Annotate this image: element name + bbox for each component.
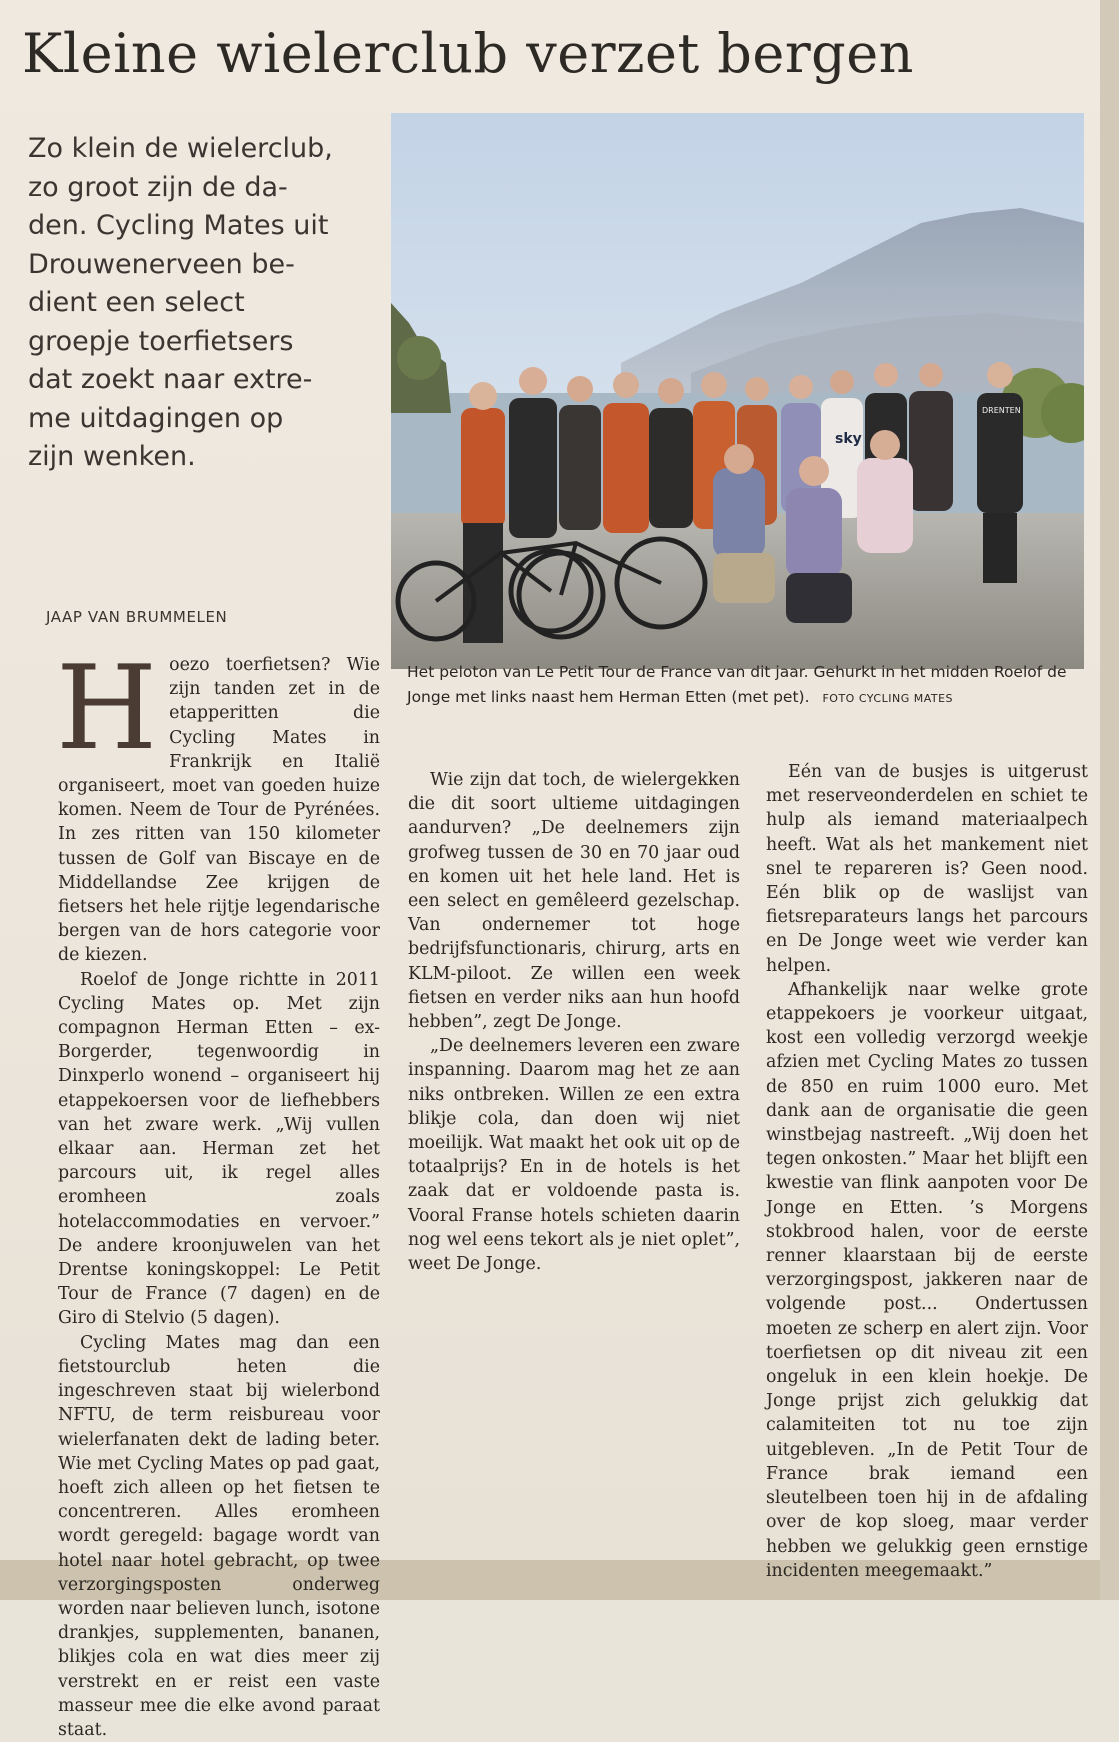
article-paragraph: Wie zijn dat toch, de wielergekken die dit soort ultieme uitdagingen aandurven? „De deelnemers zijn grofweg tussen de 30 en 70 jaar oud en komen uit het hele land. Het is een select en gemêleerd gezelschap. Van ondernemer tot hoge bedrijfsfunctionaris, chirurg, arts en KLM-piloot. Ze willen een week fietsen en verder niks aan hun hoofd hebben”, zegt De Jonge. (408, 770, 740, 1033)
article-column-3 (766, 760, 1088, 1583)
lead-line: zijn wenken. (28, 441, 196, 472)
lead-paragraph (28, 130, 378, 477)
lead-line: zo groot zijn de da- (28, 171, 288, 203)
lead-line: Drouwenerveen be- (28, 248, 295, 280)
article-column-1 (56, 641, 380, 1742)
article-paragraph: Afhankelijk naar welke grote etappekoers je voorkeur uitgaat, kost een volledig verzorgd weekje afzien met Cycling Mates zo tussen de 850 en ruim 1000 euro. Met dank aan de organisatie die geen winstbejag nastreeft. „Wij doen het tegen onkosten.” Maar het blijft een kwestie van flink aanpoten voor De Jonge en Etten. ’s Morgens stokbrood halen, voor de eerste renner klaarstaan bij de eerste verzorgingspost, jakkeren naar de volgende post... Ondertussen moeten ze scherp en alert zijn. Voor toerfietsen op dit niveau zit een ongeluk in een klein hoekje. De Jonge prijst zich gelukkig dat calamiteiten tot nu toe zijn uitgebleven. „In de Petit Tour de France brak iemand een sleutelbeen toen hij in de afdaling over de kop sloeg, maar verder hebben we gelukkig geen ernstige incidenten meegemaakt.” (766, 979, 1088, 1581)
article-paragraph: Hoezo toerfietsen? Wie zijn tanden zet in de etapperitten die Cycling Mates in Frankrijk en Italië organiseert, moet van goeden huize komen. Neem de Tour de Pyrénées. In zes ritten van 150 kilometer tussen de Golf van Biscaye en de Middellandse Zee krijgen de fietsers het hele rijtje legendarische bergen van de hors categorie voor de kiezen. (56, 641, 380, 966)
lead-line: dient een select (28, 287, 245, 318)
caption-text: Het peloton van Le Petit Tour de France van dit jaar. Gehurkt in het midden Roelof de Jonge met links naast hem Herman Etten (met pet). (407, 663, 1067, 706)
sky-jersey-text: sky (835, 431, 862, 447)
page-edge (1100, 0, 1119, 1600)
lead-line: den. Cycling Mates uit (28, 210, 329, 241)
cyclists-photo-illustration (391, 113, 1084, 669)
lead-line: dat zoekt naar extre- (28, 364, 313, 395)
drenten-jersey-text: DRENTEN (982, 406, 1021, 415)
photo-credit: FOTO CYCLING MATES (822, 692, 954, 705)
article-column-2 (408, 768, 740, 1276)
group-photo (391, 113, 1084, 669)
byline: JAAP VAN BRUMMELEN (46, 608, 228, 626)
lead-line: groepje toerfietsers (28, 325, 294, 357)
lead-line: Zo klein de wielerclub, (28, 133, 333, 164)
drop-cap: H (56, 641, 158, 776)
article-paragraph: Roelof de Jonge richtte in 2011 Cycling Mates op. Met zijn compagnon Herman Etten – ex-Borgerder, tegenwoordig in Dinxperlo wonend – organiseert hij etappekoersen voor de liefhebbers van het zware werk. „Wij vullen elkaar aan. Herman zet het parcours uit, ik regel alles eromheen zoals hotelaccommodaties en vervoer.” De andere kroonjuwelen van het Drentse koningskoppel: Le Petit Tour de France (7 dagen) en de Giro di Stelvio (5 dagen). (58, 969, 380, 1329)
headline: Kleine wielerclub verzet bergen (22, 22, 914, 85)
article-paragraph: „De deelnemers leveren een zware inspanning. Daarom mag het ze aan niks ontbreken. Willen ze een extra blikje cola, dan doen wij niet moeilijk. Wat maakt het ook uit op de totaalprijs? En in de hotels is het zaak dat er voldoende pasta is. Vooral Franse hotels schieten daarin nog wel eens tekort als je niet oplet”, weet De Jonge. (408, 1036, 740, 1275)
article-paragraph: Cycling Mates mag dan een fietstourclub heten die ingeschreven staat bij wielerbond NFTU, de term reisbureau voor wielerfanaten dekt de lading beter. Wie met Cycling Mates op pad gaat, hoeft zich alleen op het fietsen te concentreren. Alles eromheen wordt geregeld: bagage wordt van hotel naar hotel gebracht, op twee verzorgingsposten onderweg worden naar believen lunch, isotone drankjes, supplementen, bananen, blikjes cola en wat dies meer zij verstrekt en er reist een vaste masseur mee die elke avond paraat staat. (58, 1332, 380, 1740)
lead-line: me uitdagingen op (28, 402, 284, 434)
photo-caption (407, 660, 1087, 711)
article-paragraph: Eén van de busjes is uitgerust met reserveonderdelen en schiet te hulp als iemand materiaalpech heeft. Wat als het mankement niet snel te repareren is? Geen nood. Eén blik op de waslijst van fietsreparateurs langs het parcours en De Jonge weet wie verder kan helpen. (766, 762, 1088, 976)
